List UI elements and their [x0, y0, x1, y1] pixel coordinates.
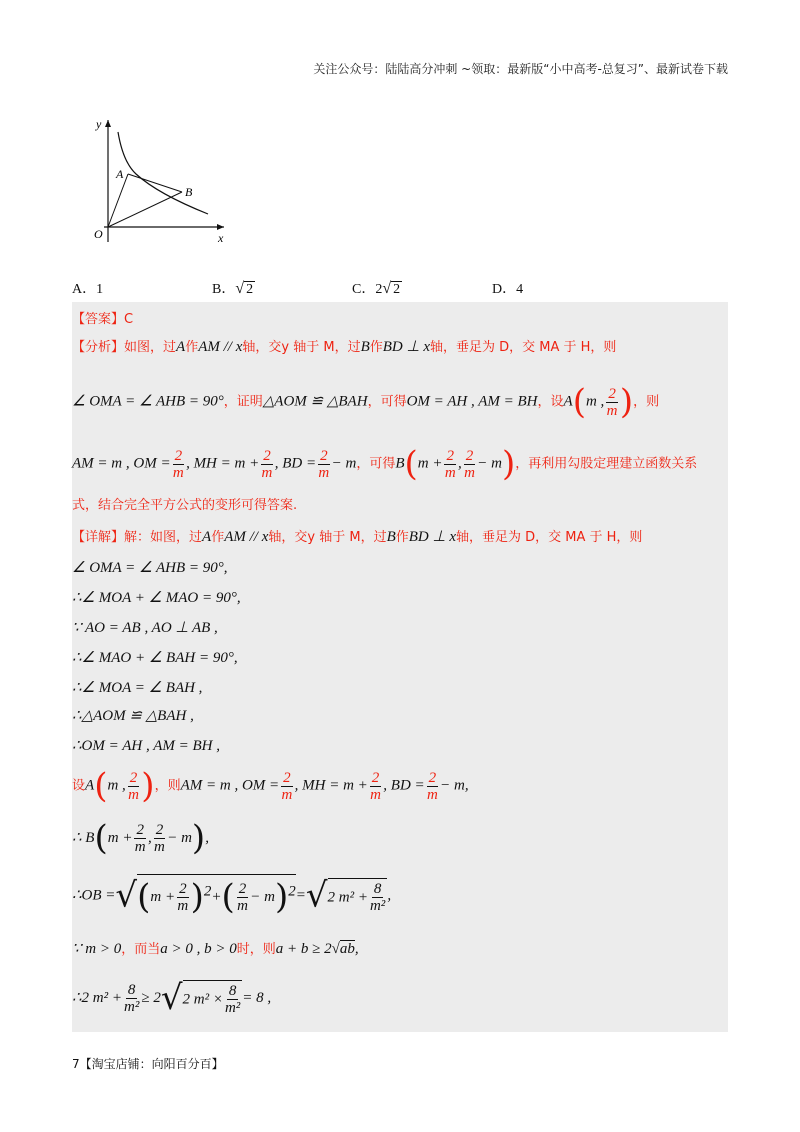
math: − m: [167, 830, 192, 846]
text: 轴，交: [242, 340, 282, 355]
option-c: [352, 278, 402, 298]
text: 轴，交: [268, 530, 308, 545]
radicand: ab: [339, 941, 355, 957]
numerator: 2: [283, 769, 291, 786]
math: m ,: [107, 777, 126, 794]
detail-line-8: ∴OM = AH , AM = BH ,: [72, 738, 220, 754]
fraction: [173, 448, 185, 481]
math: ∴2 m² +: [72, 990, 122, 1006]
denominator: m: [427, 786, 438, 803]
solution-box: [72, 302, 728, 1032]
fraction: [134, 822, 146, 855]
fraction: [177, 881, 189, 914]
math: B: [395, 455, 405, 472]
numerator: 2: [371, 769, 380, 786]
numerator: 2: [179, 880, 187, 897]
math: a + b ≥ 2: [275, 941, 332, 957]
option-c-radicand: 2: [393, 282, 401, 297]
label-a: A: [116, 167, 124, 181]
denominator: m²: [224, 1000, 241, 1016]
paren-close: ): [141, 766, 155, 806]
math: ,: [205, 830, 209, 846]
text: 如图，过: [124, 340, 177, 355]
fraction: [225, 983, 240, 1016]
answer-value: C: [124, 312, 134, 327]
numerator: 8: [228, 983, 237, 999]
fraction: [154, 822, 166, 855]
math: AM // x: [224, 529, 269, 545]
detail-line-13: [72, 978, 271, 1018]
option-a: A．1: [72, 282, 104, 297]
denominator: m: [464, 464, 475, 481]
hyperbola-curve: [118, 132, 208, 214]
denominator: m: [172, 464, 184, 481]
denominator: m: [134, 838, 146, 855]
x-axis-arrow: [217, 224, 224, 230]
label-x: x: [218, 231, 224, 245]
label-o: O: [94, 227, 103, 241]
fraction: [444, 448, 456, 481]
detail-line-5: ∴∠ MAO + ∠ BAH = 90°,: [72, 650, 238, 666]
math: A: [85, 777, 95, 794]
numerator: 2: [608, 385, 616, 402]
math: m +: [417, 455, 443, 472]
numerator: 2: [155, 821, 164, 838]
text: 作: [369, 340, 383, 355]
detail-tag: 【详解】: [72, 530, 125, 545]
fraction: [606, 386, 618, 419]
text: ，再利用勾股定理建立函数关系: [515, 456, 698, 472]
math: 2 m² ×: [182, 991, 223, 1008]
paren-open: (: [404, 444, 418, 484]
math: 2 m² +: [327, 889, 368, 905]
text: ，设: [537, 394, 564, 410]
paren-close: ): [619, 382, 634, 422]
radicand: [183, 980, 243, 1016]
math: BD ⊥ x: [382, 339, 430, 355]
numerator: 2: [136, 821, 144, 838]
paren-open: (: [572, 382, 586, 422]
numerator: 2: [446, 447, 454, 464]
text: 作: [395, 530, 409, 545]
fraction: [318, 448, 330, 481]
label-b: B: [185, 185, 193, 199]
analysis-line-1: [72, 336, 616, 356]
numerator: 2: [129, 769, 138, 786]
text: 轴，垂足为 D，交 MA 于 H，则: [456, 530, 643, 545]
analysis-line-3: [72, 444, 697, 484]
denominator: m: [444, 464, 456, 481]
text: 作: [185, 340, 199, 355]
detail-line-6: ∴∠ MOA = ∠ BAH ,: [72, 680, 203, 696]
answer-line: [72, 308, 133, 327]
text: ，可得: [367, 394, 407, 410]
denominator: m: [606, 402, 618, 419]
math: △AOM ≌ △BAH: [262, 393, 368, 410]
math: ,: [387, 887, 392, 904]
denominator: m: [177, 897, 189, 914]
detail-line-1: [72, 526, 642, 546]
page-header: 关注公众号：陆陆高分冲刺 ~领取：最新版“小中高考-总复习”、最新试卷下载: [313, 62, 728, 76]
denominator: m: [370, 786, 381, 803]
math: = 8 ,: [242, 990, 272, 1006]
math: − m: [250, 889, 275, 905]
fraction: [128, 770, 140, 803]
math: A: [563, 393, 573, 410]
paren-close: ): [274, 877, 289, 917]
segment-ab: [128, 174, 182, 192]
math: , BD =: [274, 455, 317, 472]
y-axis-arrow: [105, 120, 111, 127]
sqrt-icon: √: [235, 280, 245, 297]
detail-line-9: [72, 766, 469, 806]
denominator: m: [237, 897, 248, 914]
math: − m: [477, 455, 502, 472]
fraction: [427, 770, 439, 803]
detail-line-12: [72, 938, 359, 958]
math: =: [295, 887, 306, 904]
label-y: y: [96, 117, 102, 131]
math: B: [386, 529, 396, 545]
math: , MH = m +: [186, 455, 260, 472]
sqrt-icon: √: [382, 280, 392, 297]
math: m +: [107, 830, 133, 846]
fraction: [370, 881, 385, 914]
numerator: 2: [320, 447, 328, 464]
analysis-line-4: 式，结合完全平方公式的变形可得答案.: [72, 498, 298, 513]
text: ，证明: [223, 394, 263, 410]
text: ，则: [633, 394, 660, 410]
paren-open: (: [221, 877, 235, 917]
denominator: m: [281, 786, 293, 803]
option-c-prefix: C．: [352, 282, 376, 297]
numerator: 2: [465, 447, 474, 464]
denominator: m²: [124, 998, 140, 1015]
answer-options: [72, 278, 592, 300]
analysis-line-2: [72, 382, 659, 422]
function-graph-figure: [78, 112, 238, 252]
fraction: [370, 770, 382, 803]
option-d: D．4: [492, 282, 524, 297]
denominator: m: [318, 464, 330, 481]
option-b-radicand: 2: [246, 282, 254, 297]
radicand: [137, 874, 296, 917]
radicand: [328, 878, 388, 914]
math: ∴ B: [72, 830, 95, 846]
denominator: m: [154, 838, 165, 855]
fraction: [464, 448, 476, 481]
math: , MH = m +: [294, 777, 368, 794]
analysis-tag: 【分析】: [72, 340, 125, 355]
math: ≥ 2: [141, 990, 161, 1006]
text: 时，则: [236, 942, 276, 957]
detail-line-2: ∠ OMA = ∠ AHB = 90°,: [72, 560, 228, 576]
option-b-prefix: B．: [212, 282, 236, 297]
paren-open: (: [94, 818, 108, 858]
text: y 轴于 M，过: [281, 340, 361, 355]
denominator: m: [128, 786, 139, 803]
sqrt-icon: √: [115, 875, 138, 916]
math: A: [202, 529, 212, 545]
numerator: 2: [428, 769, 437, 786]
paren-open: (: [137, 877, 151, 917]
sqrt-icon: √: [305, 875, 328, 916]
math: − m: [331, 455, 357, 472]
math: − m,: [440, 777, 469, 794]
text: ，而当: [121, 942, 161, 957]
math: ,: [354, 941, 359, 957]
detail-line-4: ∵ AO = AB , AO ⊥ AB ,: [72, 620, 218, 636]
answer-tag: 【答案】: [72, 312, 125, 327]
math: m +: [150, 889, 176, 905]
option-c-coef: 2: [375, 282, 383, 297]
math: OM = AH , AM = BH: [406, 393, 538, 410]
paren-close: ): [190, 877, 204, 917]
text: 作: [211, 530, 225, 545]
text: 设: [72, 778, 86, 794]
sqrt-icon: √: [331, 941, 340, 957]
math: ,: [147, 830, 152, 846]
denominator: m²: [369, 897, 386, 914]
exponent: 2: [203, 883, 212, 900]
numerator: 8: [127, 981, 136, 998]
sqrt-icon: √: [160, 978, 183, 1018]
page-footer: 7【淘宝店铺：向阳百分百】: [72, 1057, 224, 1071]
text: ，则: [154, 778, 181, 794]
math: m ,: [585, 393, 605, 410]
math: ,: [457, 455, 462, 472]
math: a > 0 , b > 0: [160, 941, 237, 957]
fraction: [261, 448, 273, 481]
detail-line-3: ∴∠ MOA + ∠ MAO = 90°,: [72, 590, 241, 606]
math: ∵ m > 0: [72, 941, 122, 957]
math: BD ⊥ x: [408, 529, 456, 545]
text: 解：如图，过: [124, 530, 203, 545]
fraction: [237, 881, 249, 914]
math: +: [211, 889, 222, 905]
paren-close: ): [501, 444, 516, 484]
paren-open: (: [94, 766, 108, 806]
fraction: [281, 770, 293, 803]
detail-line-11: [72, 874, 391, 917]
text: y 轴于 M，过: [307, 530, 387, 545]
math: B: [360, 339, 370, 355]
numerator: 2: [238, 880, 247, 897]
math: AM = m , OM =: [72, 455, 171, 472]
detail-line-10: [72, 818, 209, 858]
exponent: 2: [288, 883, 296, 900]
math: ∠ OMA = ∠ AHB = 90°: [72, 393, 224, 410]
math: A: [176, 339, 186, 355]
paren-close: ): [191, 818, 206, 858]
text: ，可得: [356, 456, 396, 472]
math: ∴OB =: [72, 887, 116, 904]
math: AM // x: [198, 339, 243, 355]
numerator: 8: [373, 880, 382, 897]
math: , BD =: [383, 777, 425, 794]
option-b: [212, 278, 255, 298]
fraction: [124, 982, 139, 1015]
numerator: 2: [174, 447, 183, 464]
numerator: 2: [263, 447, 271, 464]
text: 轴，垂足为 D，交 MA 于 H，则: [430, 340, 617, 355]
detail-line-7: ∴△AOM ≌ △BAH ,: [72, 708, 194, 724]
math: AM = m , OM =: [180, 777, 280, 794]
denominator: m: [261, 464, 273, 481]
